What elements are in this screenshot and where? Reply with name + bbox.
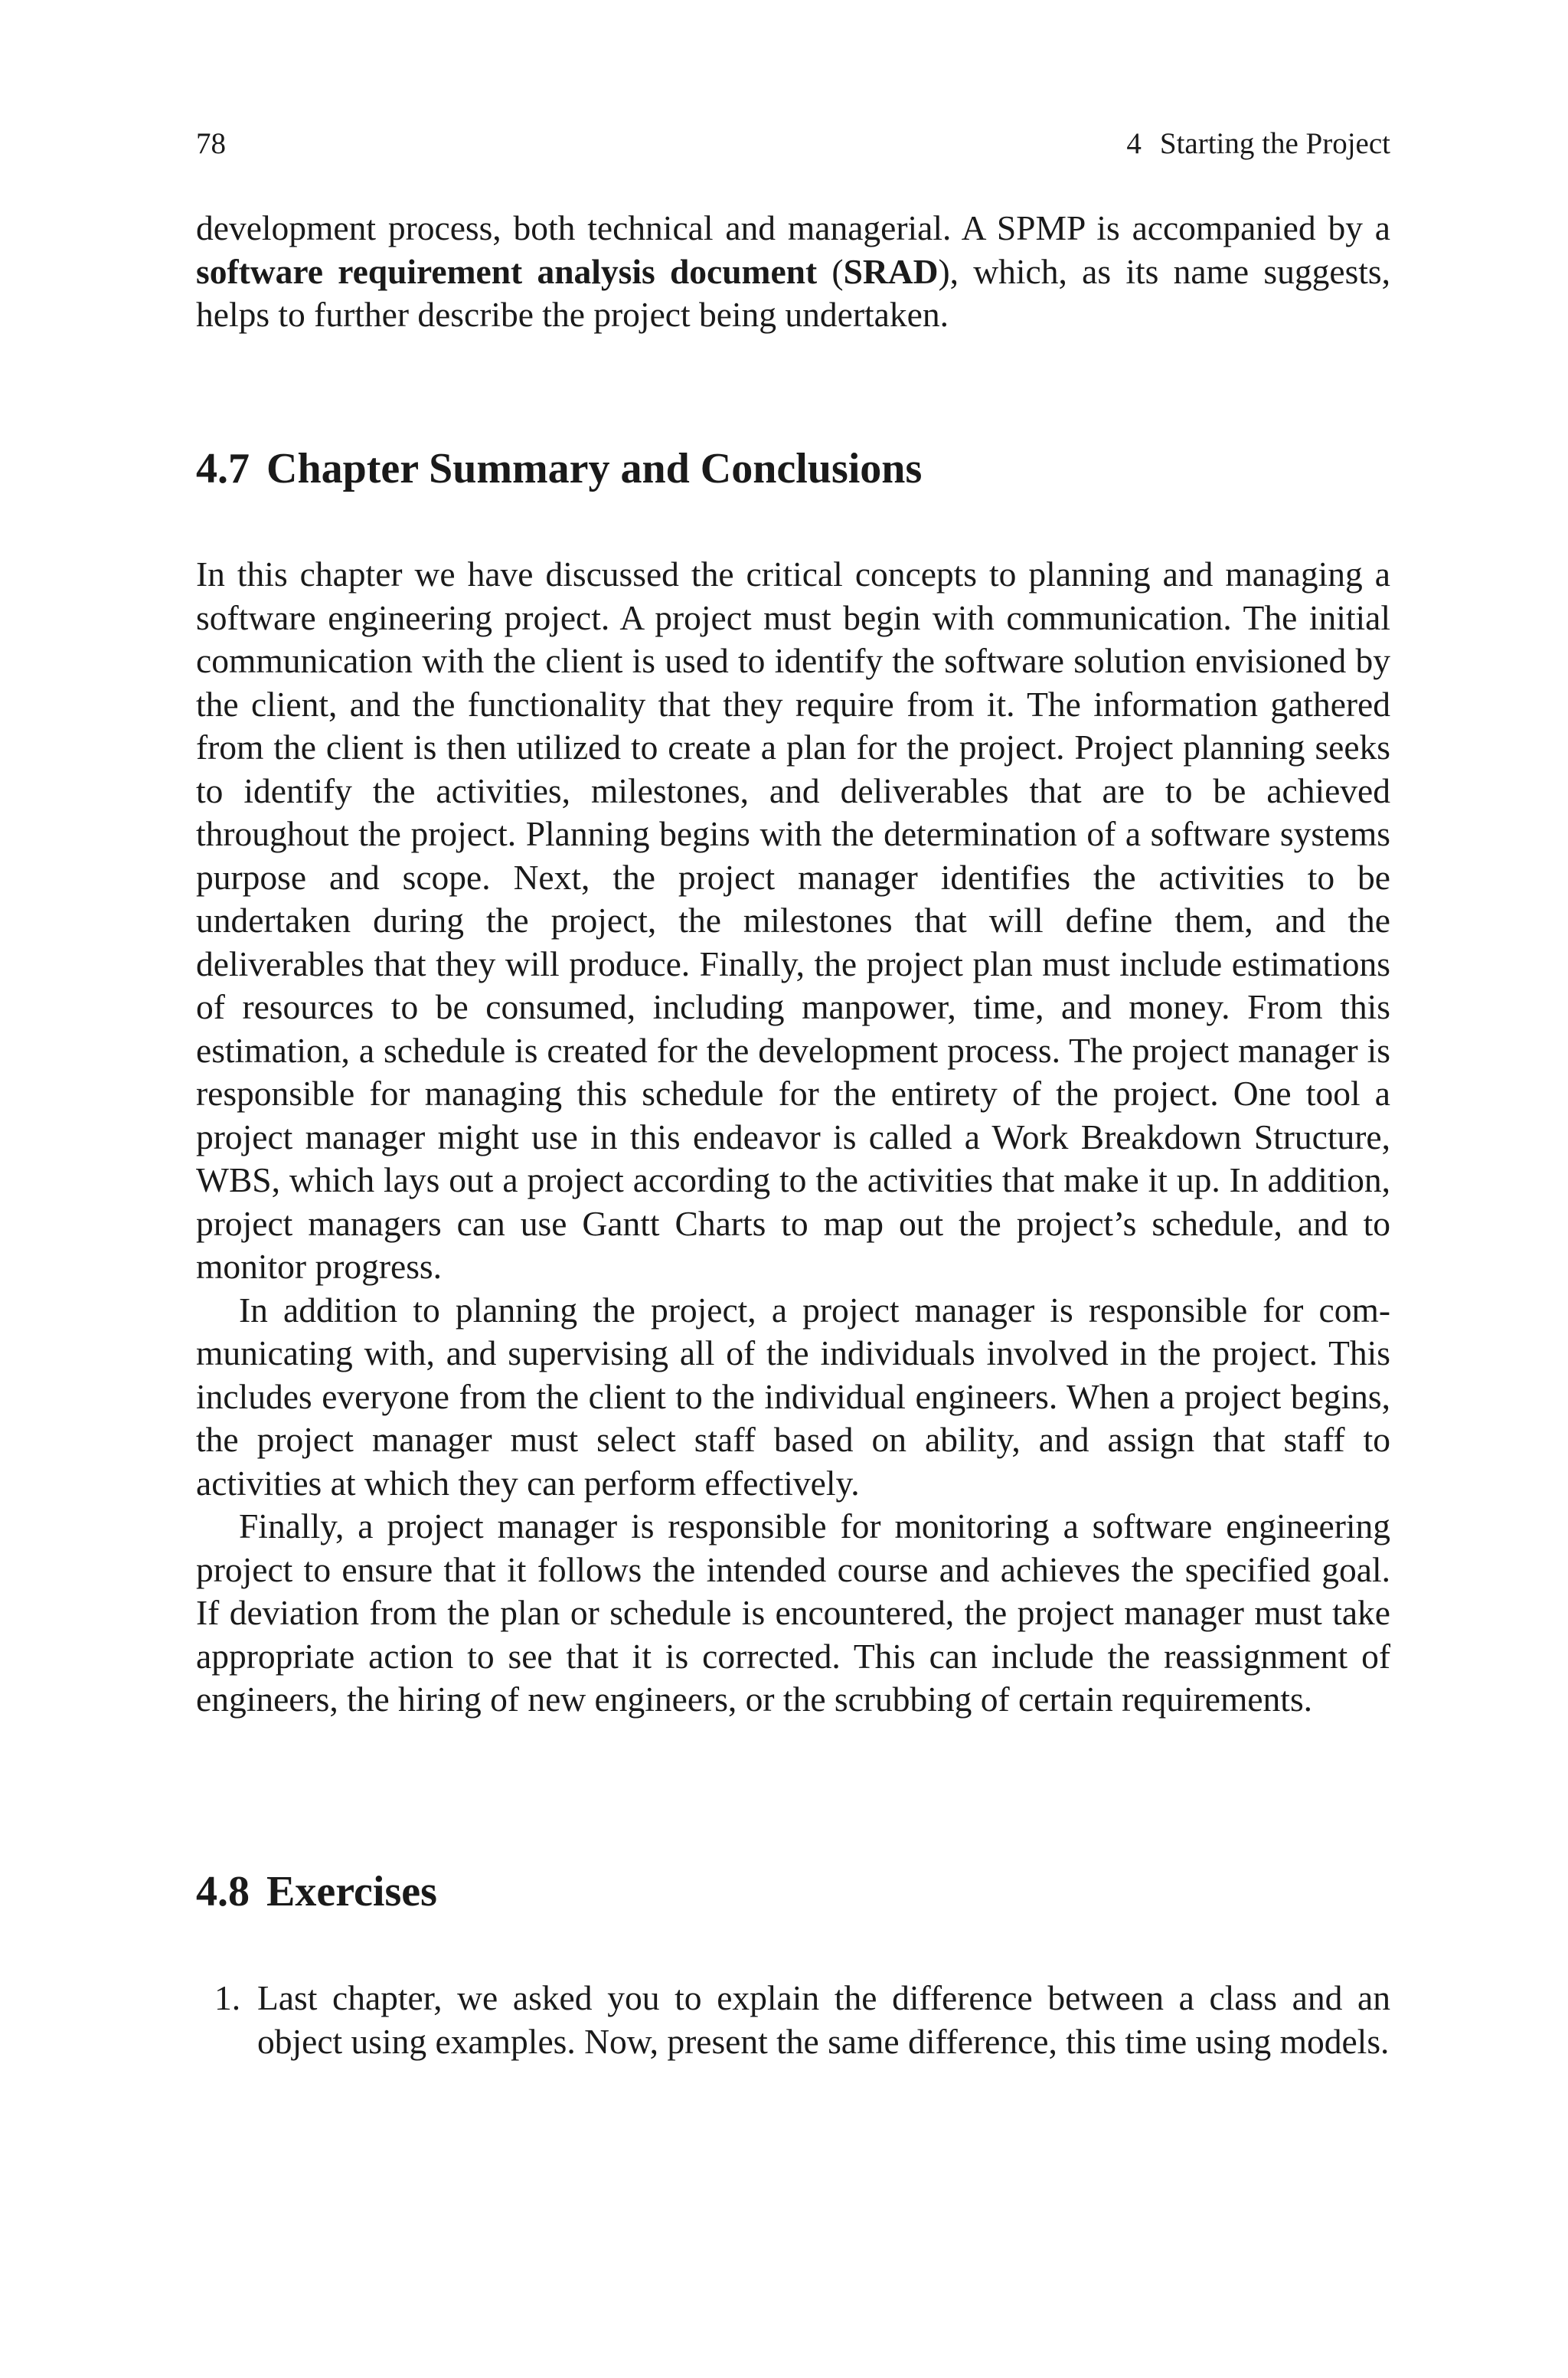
chapter-number: 4 <box>1126 127 1142 160</box>
exercise-list <box>196 1977 1390 2063</box>
section-number: 4.8 <box>196 1868 250 1915</box>
summary-paragraph: In addition to planning the project, a project manager is responsible for communicating with, and supervising all of the individuals involved in the project. This includes everyone from the client to the individual engineers. When a project begins, the project manager must select staff based on ability, and assign that staff to activities at which they can perform effectively. <box>196 1290 1390 1503</box>
continuation-paragraph <box>196 207 1390 337</box>
exercise-item <box>196 1977 1390 2063</box>
section-heading-exercises <box>196 1866 437 1918</box>
srad-acronym: SRAD <box>843 251 939 291</box>
summary-paragraph: Finally, a project manager is responsible for monitoring a software engineering project to ensure that it follows the intended course and achieves the specified goal. If deviation from the plan or schedule is encountered, the project manager must take appropriate action to see that it is corrected. This can include the reassignment of engineers, the hiring of new engineers, or the scrubbing of certain requirements. <box>196 1506 1390 1719</box>
exercise-text: Last chapter, we asked you to explain the difference between a class and an object using examples. Now, present the same difference, this time using models. <box>257 1978 1390 2061</box>
summary-body <box>196 553 1390 1722</box>
summary-paragraph: In this chapter we have discussed the critical concepts to planning and managing a software engineering project. A project must begin with communication. The initial communication with the client is used to identify the software solution envisioned by the client, and the functionality that they require from it. The information gathered from the client is then utilized to create a plan for the project. Project planning seeks to identify the activities, milestones, and deliverables that are to be achieved throughout the project. Planning begins with the determination of a software systems purpose and scope. Next, the project manager identifies the activities to be undertaken during the project, the milestones that will define them, and the deliverables that they will produce. Finally, the project plan must include estimations of resources to be consumed, including manpower, time, and money. From this estimation, a schedule is created for the development process. The project manager is responsible for managing this schedule for the entirety of the project. One tool a project manager might use in this endeavor is called a Work Breakdown Structure, WBS, which lays out a project according to the activities that make it up. In addition, project managers can use Gantt Charts to map out the project’s schedule, and to monitor progress. <box>196 554 1390 1286</box>
section-title: Chapter Summary and Conclusions <box>266 445 923 492</box>
chapter-title: Starting the Project <box>1159 127 1390 160</box>
srad-term: software requirement analysis document <box>196 251 818 291</box>
section-number: 4.7 <box>196 445 250 492</box>
section-heading-summary <box>196 443 922 495</box>
exercise-number: 1. <box>214 1978 241 2017</box>
running-head <box>196 126 1390 162</box>
continuation-text-1: development process, both technical and managerial. A SPMP is accompanied by a <box>196 208 1390 247</box>
running-head-chapter <box>1126 126 1390 162</box>
page-number: 78 <box>196 127 226 160</box>
section-title: Exercises <box>266 1868 437 1915</box>
continuation-text-2: ( <box>817 251 844 291</box>
continuation-text-3: ), which, as its name suggests, helps to further describe the project being undertaken. <box>196 251 1390 334</box>
